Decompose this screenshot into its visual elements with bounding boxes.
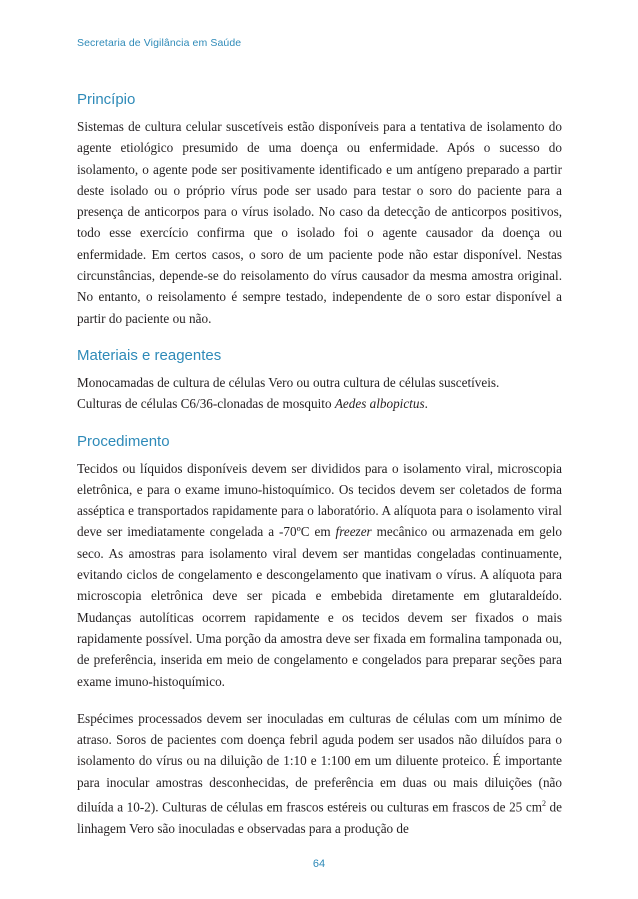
paragraph-gap [77, 692, 562, 708]
species-name: Aedes albopictus [334, 396, 425, 412]
freezer-term: freezer [335, 524, 372, 540]
heading-procedimento: Procedimento [77, 432, 170, 450]
running-header: Secretaria de Vigilância em Saúde [77, 37, 242, 49]
page-number: 64 [312, 858, 326, 870]
section-procedimento [77, 432, 562, 839]
paragraph-procedimento-1 [77, 458, 562, 692]
materiais-line-2-text: Culturas de células C6/36-clonadas de mosquito [77, 396, 335, 412]
heading-materiais: Materiais e reagentes [77, 346, 222, 364]
materiais-line-2 [77, 393, 562, 414]
procedimento-1-text-a: Tecidos ou líquidos disponíveis devem ser divididos para o isolamento viral, microscopia eletrônica, e para o exame imuno-histoquímico. Os tecidos devem ser coletados de forma asséptica e transportados rapidamente para o laboratório. A alíquota para o isolamento viral deve ser imediatamente congelada a -70ºC em [77, 460, 562, 540]
page-body [77, 90, 562, 856]
materiais-line-2-end: . [424, 396, 428, 412]
paragraph-procedimento-2 [77, 708, 562, 839]
paragraph-principio: Sistemas de cultura celular suscetíveis estão disponíveis para a tentativa de isolamento do agente etiológico presumido de uma doença ou enfermidade. Após o sucesso do isolamento, o agente pode ser positivamente identificado e um antígeno preparado a partir deste isolado ou o próprio vírus pode ser usado para testar o soro do paciente para a presença de anticorpos para o vírus isolado. No caso da detecção de anticorpos positivos, todo esse exercício confirma que o isolado foi o agente causador da doença ou enfermidade. Em certos casos, o soro de um paciente pode não estar disponível. Nestas circunstâncias, depende-se do reisolamento do vírus causador da mesma amostra original. No entanto, o reisolamento é sempre testado, independente de o soro estar disponível a partir do paciente ou não. [77, 119, 562, 326]
superscript-2: 2 [541, 799, 546, 809]
paragraph-materiais [77, 372, 562, 415]
procedimento-2-text-a: Espécimes processados devem ser inoculadas em culturas de células com um mínimo de atraso. Soros de pacientes com doença febril aguda podem ser usados não diluídos para o isolamento do vírus ou na diluição de 1:10 e 1:100 em um diluente proteico. É importante para inocular amostras desconhecidas, de preferência em duas ou mais diluições (não diluída a 10-2). Culturas de células em frascos estéreis ou culturas em frascos de 25 cm [77, 710, 562, 815]
procedimento-1-text-b: mecânico ou armazenada em gelo seco. As amostras para isolamento viral devem ser mantidas congeladas continuamente, evitando ciclos de congelamento e descongelamento que inativam o vírus. A alíquota para microscopia eletrônica deve ser picada e embebida diretamente em glutaraldeído. Mudanças autolíticas ocorrem rapidamente e os tecidos devem ser fixados o mais rapidamente possível. Uma porção da amostra deve ser fixada em formalina tamponada ou, de preferência, inserida em meio de congelamento e congelados para preparar seções para exame imuno-histoquímico. [77, 524, 562, 689]
heading-principio: Princípio [77, 91, 136, 108]
section-materiais [77, 346, 562, 415]
materiais-line-1: Monocamadas de cultura de células Vero ou outra cultura de células suscetíveis. [77, 374, 500, 390]
section-principio [77, 90, 562, 329]
procedimento-2-text-b: de linhagem Vero são inoculadas e observadas para a produção de [77, 799, 562, 836]
